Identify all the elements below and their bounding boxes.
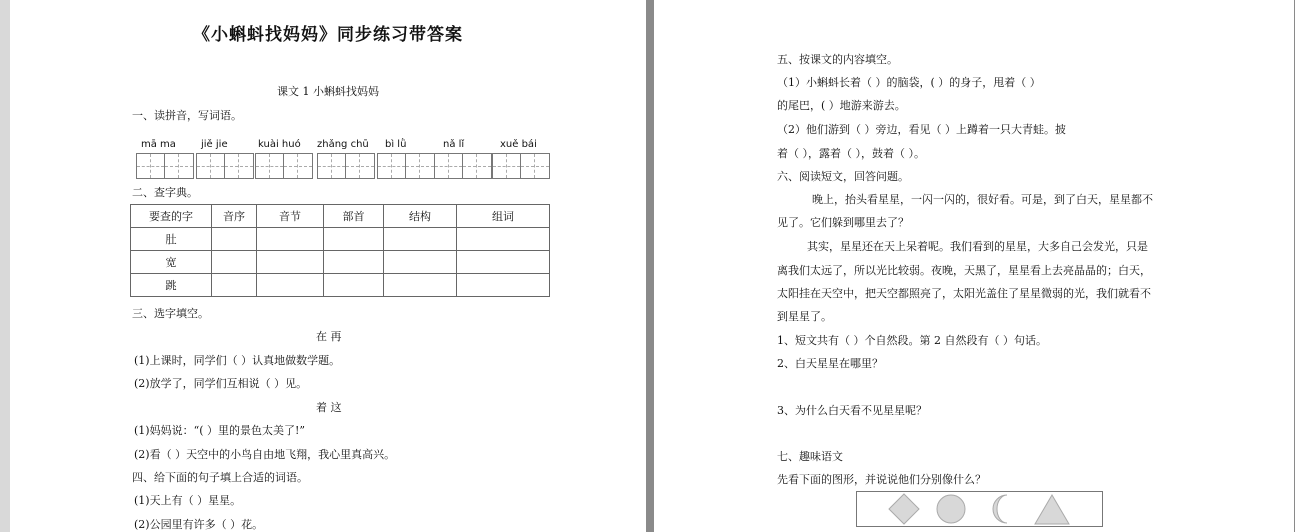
question-line: 1、短文共有（ ）个自然段。第 2 自然段有（ ）句话。 bbox=[777, 334, 1047, 347]
text-line: 着（ ），露着（ ），鼓着（ ）。 bbox=[777, 147, 925, 160]
question-line: (2)放学了，同学们互相说（ ）见。 bbox=[134, 377, 308, 390]
section-1-heading: 一、读拼音，写词语。 bbox=[132, 109, 242, 122]
shapes-figure bbox=[856, 491, 1103, 527]
table-header: 要查的字 bbox=[131, 205, 212, 228]
writing-grid bbox=[136, 153, 194, 179]
table-cell: 跳 bbox=[131, 274, 212, 297]
writing-grid bbox=[377, 153, 435, 179]
lesson-heading: 课文 1 小蝌蚪找妈妈 bbox=[277, 85, 379, 98]
table-row bbox=[131, 251, 550, 274]
table-cell: 宽 bbox=[131, 251, 212, 274]
table-header: 音节 bbox=[257, 205, 324, 228]
pinyin-label: mā ma bbox=[141, 139, 176, 150]
question-line: (1)天上有（ ）星星。 bbox=[134, 494, 242, 507]
section-2-heading: 二、查字典。 bbox=[132, 186, 198, 199]
table-header: 部首 bbox=[324, 205, 384, 228]
writing-grid bbox=[196, 153, 254, 179]
text-line: （1）小蝌蚪长着（ ）的脑袋，( ）的身子，甩着（ ） bbox=[777, 76, 1041, 89]
pinyin-label: bì lǜ bbox=[385, 139, 407, 150]
passage-line: 太阳挂在天空中，把天空都照亮了，太阳光盖住了星星微弱的光，我们就看不 bbox=[777, 287, 1151, 300]
pinyin-label: kuài huó bbox=[258, 139, 301, 150]
question-line: 先看下面的图形，并说说他们分别像什么？ bbox=[777, 473, 986, 486]
crescent-shape bbox=[993, 495, 1007, 523]
pinyin-label: jiě jie bbox=[201, 139, 228, 150]
text-line: （2）他们游到（ ）旁边，看见（ ）上蹲着一只大青蛙。披 bbox=[777, 123, 1066, 136]
document-page-left bbox=[10, 0, 646, 532]
viewer-gutter bbox=[0, 0, 10, 532]
pinyin-label: zhǎng chū bbox=[317, 139, 369, 150]
question-line: 2、白天星星在哪里？ bbox=[777, 357, 883, 370]
writing-grid bbox=[317, 153, 375, 179]
char-choice: 着 这 bbox=[316, 401, 342, 414]
writing-grid bbox=[255, 153, 313, 179]
page-title: 《小蝌蚪找妈妈》同步练习带答案 bbox=[193, 25, 463, 45]
pinyin-label: xuě bái bbox=[500, 139, 537, 150]
passage-line: 离我们太远了，所以光比较弱。夜晚，天黑了，星星看上去亮晶晶的；白天， bbox=[777, 264, 1151, 277]
table-row bbox=[131, 228, 550, 251]
section-7-heading: 七、趣味语文 bbox=[777, 450, 843, 463]
passage-line: 到星星了。 bbox=[777, 310, 832, 323]
circle-shape bbox=[937, 495, 965, 523]
section-6-heading: 六、阅读短文，回答问题。 bbox=[777, 170, 909, 183]
question-line: (1)上课时，同学们（ ）认真地做数学题。 bbox=[134, 354, 341, 367]
pinyin-label: nǎ lǐ bbox=[443, 139, 465, 150]
section-4-heading: 四、给下面的句子填上合适的词语。 bbox=[132, 471, 308, 484]
diamond-shape bbox=[889, 494, 919, 524]
table-header: 组词 bbox=[457, 205, 550, 228]
question-line: (2)公园里有许多（ ）花。 bbox=[134, 518, 264, 531]
char-choice: 在 再 bbox=[316, 330, 342, 343]
table-header: 结构 bbox=[384, 205, 457, 228]
writing-grid bbox=[492, 153, 550, 179]
question-line: (1)妈妈说：“( ）里的景色太美了!” bbox=[134, 424, 306, 437]
section-5-heading: 五、按课文的内容填空。 bbox=[777, 53, 898, 66]
question-line: (2)看（ ）天空中的小鸟自由地飞翔，我心里真高兴。 bbox=[134, 448, 396, 461]
triangle-shape bbox=[1035, 495, 1069, 524]
passage-line: 晚上，抬头看星星，一闪一闪的，很好看。可是，到了白天，星星都不 bbox=[812, 193, 1153, 206]
table-row bbox=[131, 274, 550, 297]
table-header-row bbox=[131, 205, 550, 228]
section-3-heading: 三、选字填空。 bbox=[132, 307, 209, 320]
passage-line: 其实，星星还在天上呆着呢。我们看到的星星，大多自己会发光，只是 bbox=[807, 240, 1148, 253]
passage-line: 见了。它们躲到哪里去了？ bbox=[777, 216, 909, 229]
dictionary-table bbox=[130, 204, 550, 297]
writing-grid bbox=[434, 153, 492, 179]
table-cell: 肚 bbox=[131, 228, 212, 251]
text-line: 的尾巴，( ）地游来游去。 bbox=[777, 99, 906, 112]
question-line: 3、为什么白天看不见星星呢？ bbox=[777, 404, 927, 417]
document-page-right bbox=[654, 0, 1294, 532]
table-header: 音序 bbox=[212, 205, 257, 228]
